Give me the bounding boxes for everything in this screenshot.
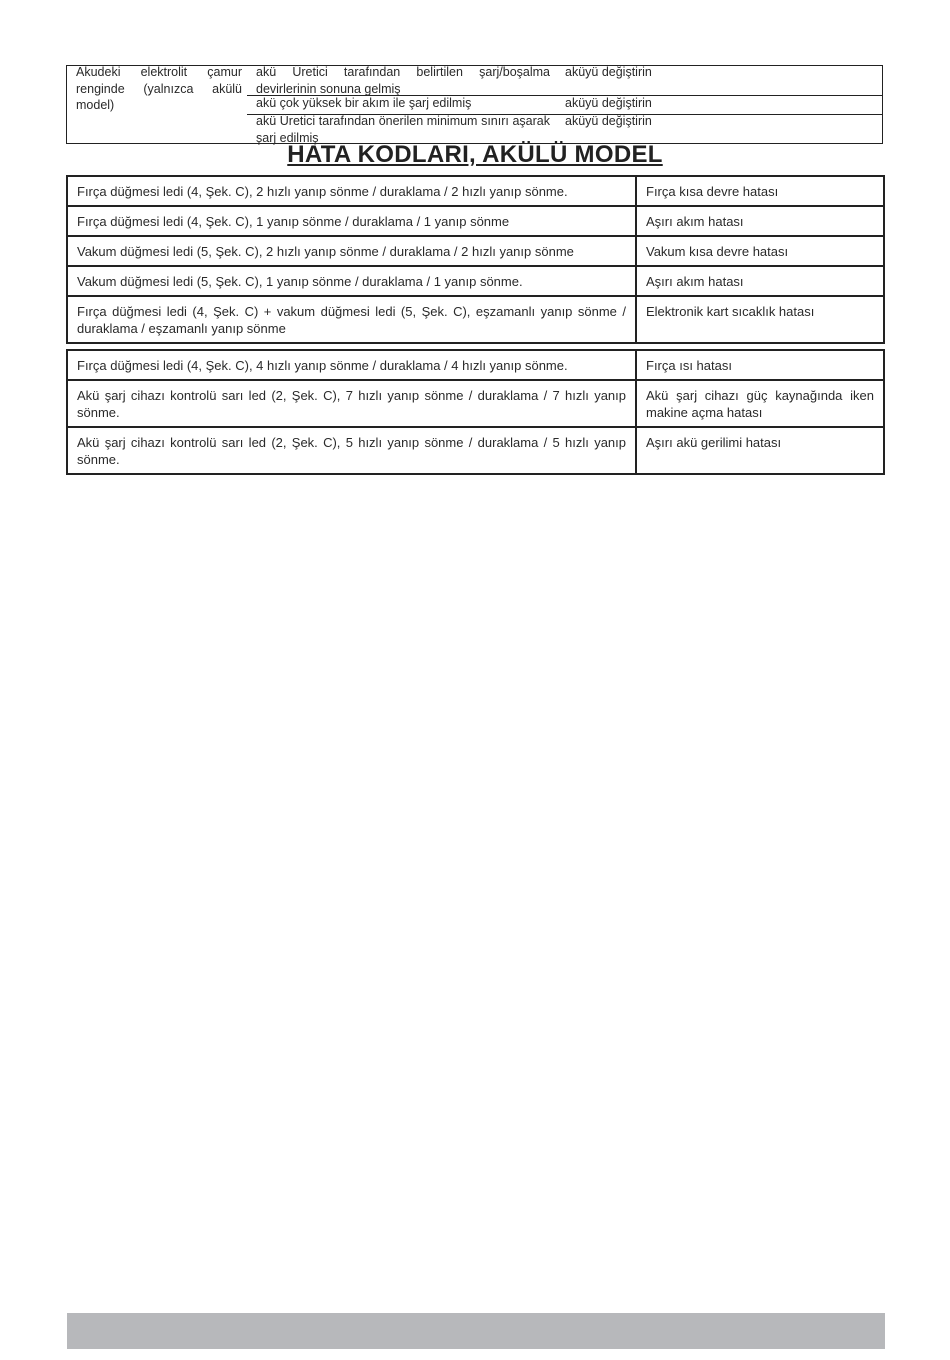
table-row (67, 380, 884, 427)
error-name-cell: Fırça kısa devre hatası (636, 176, 884, 206)
error-name-cell: Elektronik kart sıcaklık hatası (636, 296, 884, 343)
table-row (67, 176, 884, 206)
condition-cell: akü Üretici tarafından belirtilen şarj/boşalma devirlerinin sonuna gelmiş (256, 65, 550, 96)
led-pattern-cell: Akü şarj cihazı kontrolü sarı led (2, Şek. C), 7 hızlı yanıp sönme / duraklama / 7 hızlı yanıp sönme. (67, 380, 636, 427)
error-name-cell: Aşırı akım hatası (636, 206, 884, 236)
table-row (67, 236, 884, 266)
troubleshooting-row (247, 114, 882, 143)
led-pattern-cell: Fırça düğmesi ledi (4, Şek. C), 2 hızlı yanıp sönme / duraklama / 2 hızlı yanıp sönme. (67, 176, 636, 206)
cause-cell: Akudeki elektrolit çamur renginde (yalnızca akülü model) (76, 65, 242, 112)
error-name-cell: Vakum kısa devre hatası (636, 236, 884, 266)
troubleshooting-row (247, 95, 882, 115)
section-heading: HATA KODLARI, AKÜLÜ MODEL (287, 141, 663, 168)
error-name-cell: Fırça ısı hatası (636, 350, 884, 380)
remedy-cell: aküyü değiştirin (565, 96, 652, 110)
error-name-cell: Akü şarj cihazı güç kaynağında iken makine açma hatası (636, 380, 884, 427)
led-pattern-cell: Fırça düğmesi ledi (4, Şek. C), 4 hızlı yanıp sönme / duraklama / 4 hızlı yanıp sönme. (67, 350, 636, 380)
footer-bar (67, 1313, 885, 1349)
led-pattern-cell: Vakum düğmesi ledi (5, Şek. C), 2 hızlı yanıp sönme / duraklama / 2 hızlı yanıp sönme (67, 236, 636, 266)
error-name-cell: Aşırı akım hatası (636, 266, 884, 296)
led-pattern-cell: Fırça düğmesi ledi (4, Şek. C), 1 yanıp sönme / duraklama / 1 yanıp sönme (67, 206, 636, 236)
troubleshooting-table (66, 65, 883, 144)
troubleshooting-row (247, 64, 882, 96)
error-name-cell: Aşırı akü gerilimi hatası (636, 427, 884, 474)
table-row (67, 206, 884, 236)
error-codes-table-1 (66, 175, 885, 344)
remedy-cell: aküyü değiştirin (565, 114, 652, 128)
remedy-cell: aküyü değiştirin (565, 65, 652, 79)
led-pattern-cell: Fırça düğmesi ledi (4, Şek. C) + vakum düğmesi ledi (5, Şek. C), eşzamanlı yanıp sönme / duraklama / eşzamanlı yanıp sönme (67, 296, 636, 343)
table-row (67, 296, 884, 343)
condition-cell: akü çok yüksek bir akım ile şarj edilmiş (256, 96, 472, 110)
error-codes-table-2 (66, 349, 885, 475)
table-row (67, 427, 884, 474)
led-pattern-cell: Vakum düğmesi ledi (5, Şek. C), 1 yanıp sönme / duraklama / 1 yanıp sönme. (67, 266, 636, 296)
table-row (67, 350, 884, 380)
led-pattern-cell: Akü şarj cihazı kontrolü sarı led (2, Şek. C), 5 hızlı yanıp sönme / duraklama / 5 hızlı yanıp sönme. (67, 427, 636, 474)
table-row (67, 266, 884, 296)
condition-cell: akü Üretici tarafından önerilen minimum sınırı aşarak şarj edilmiş (256, 114, 550, 145)
